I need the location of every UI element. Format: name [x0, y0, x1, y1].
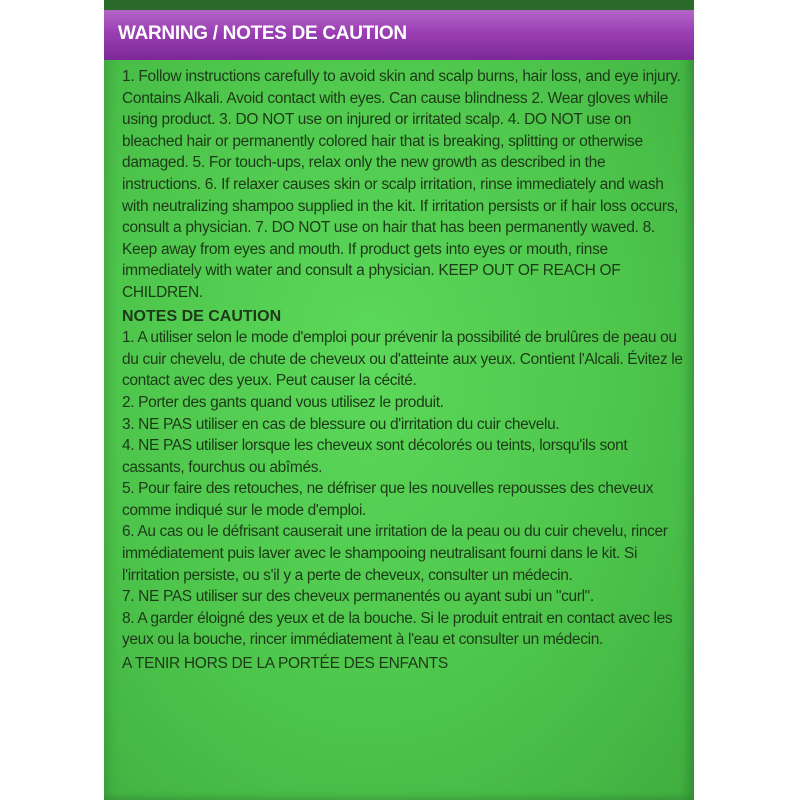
french-item-5: 5. Pour faire des retouches, ne défriser que les nouvelles repousses des cheveux comme indiqué sur le mode d'emploi. — [122, 480, 654, 519]
french-section-title: NOTES DE CAUTION — [122, 307, 282, 325]
top-band — [104, 0, 694, 10]
warning-content — [122, 66, 687, 675]
french-item-6: 6. Au cas ou le défrisant causerait une irritation de la peau ou du cuir chevelu, rincer immédiatement puis laver avec le shampooing neutralisant fourni dans le kit. Si l'irritation persiste, ou s'il y a perte de cheveux, consulter un médecin. — [122, 523, 668, 584]
french-item-4: 4. NE PAS utiliser lorsque les cheveux sont décolorés ou teints, lorsqu'ils sont cassants, fourchus ou abîmés. — [122, 437, 628, 476]
warning-header — [104, 10, 694, 60]
english-warning-text: 1. Follow instructions carefully to avoid skin and scalp burns, hair loss, and eye injury. Contains Alkali. Avoid contact with eyes. Can cause blindness 2. Wear gloves while using product. 3. DO NOT use on injured or irritated scalp. 4. DO NOT use on bleached hair or permanently colored hair that is breaking, splitting or otherwise damaged. 5. For touch-ups, relax only the new growth as described in the instructions. 6. If relaxer causes skin or scalp irritation, rinse immediately and wash with neutralizing shampoo supplied in the kit. If irritation persists or if hair loss occurs, consult a physician. 7. DO NOT use on hair that has been permanently waved. 8. Keep away from eyes and mouth. If product gets into eyes or mouth, rinse immediately with water and consult a physician. KEEP OUT OF REACH OF CHILDREN. — [122, 68, 681, 301]
warning-title: WARNING / NOTES DE CAUTION — [118, 23, 407, 44]
french-warning-list — [122, 327, 687, 651]
french-item-2: 2. Porter des gants quand vous utilisez le produit. — [122, 393, 444, 411]
french-item-3: 3. NE PAS utiliser en cas de blessure ou d'irritation du cuir chevelu. — [122, 415, 560, 433]
french-item-1: 1. A utiliser selon le mode d'emploi pour prévenir la possibilité de brulûres de peau ou du cuir chevelu, de chute de cheveux ou d'atteinte aux yeux. Contient l'Alcali. Évitez le contact avec des yeux. Peut causer la cécité. — [122, 329, 683, 390]
french-keep-out-notice: A TENIR HORS DE LA PORTÉE DES ENFANTS — [122, 655, 448, 673]
product-box-panel — [104, 0, 694, 800]
french-item-8: 8. A garder éloigné des yeux et de la bouche. Si le produit entrait en contact avec les yeux ou la bouche, rincer immédiatement à l'eau et consulter un médecin. — [122, 609, 673, 649]
french-item-7: 7. NE PAS utiliser sur des cheveux permanentés ou ayant subi un "curl". — [122, 588, 594, 606]
